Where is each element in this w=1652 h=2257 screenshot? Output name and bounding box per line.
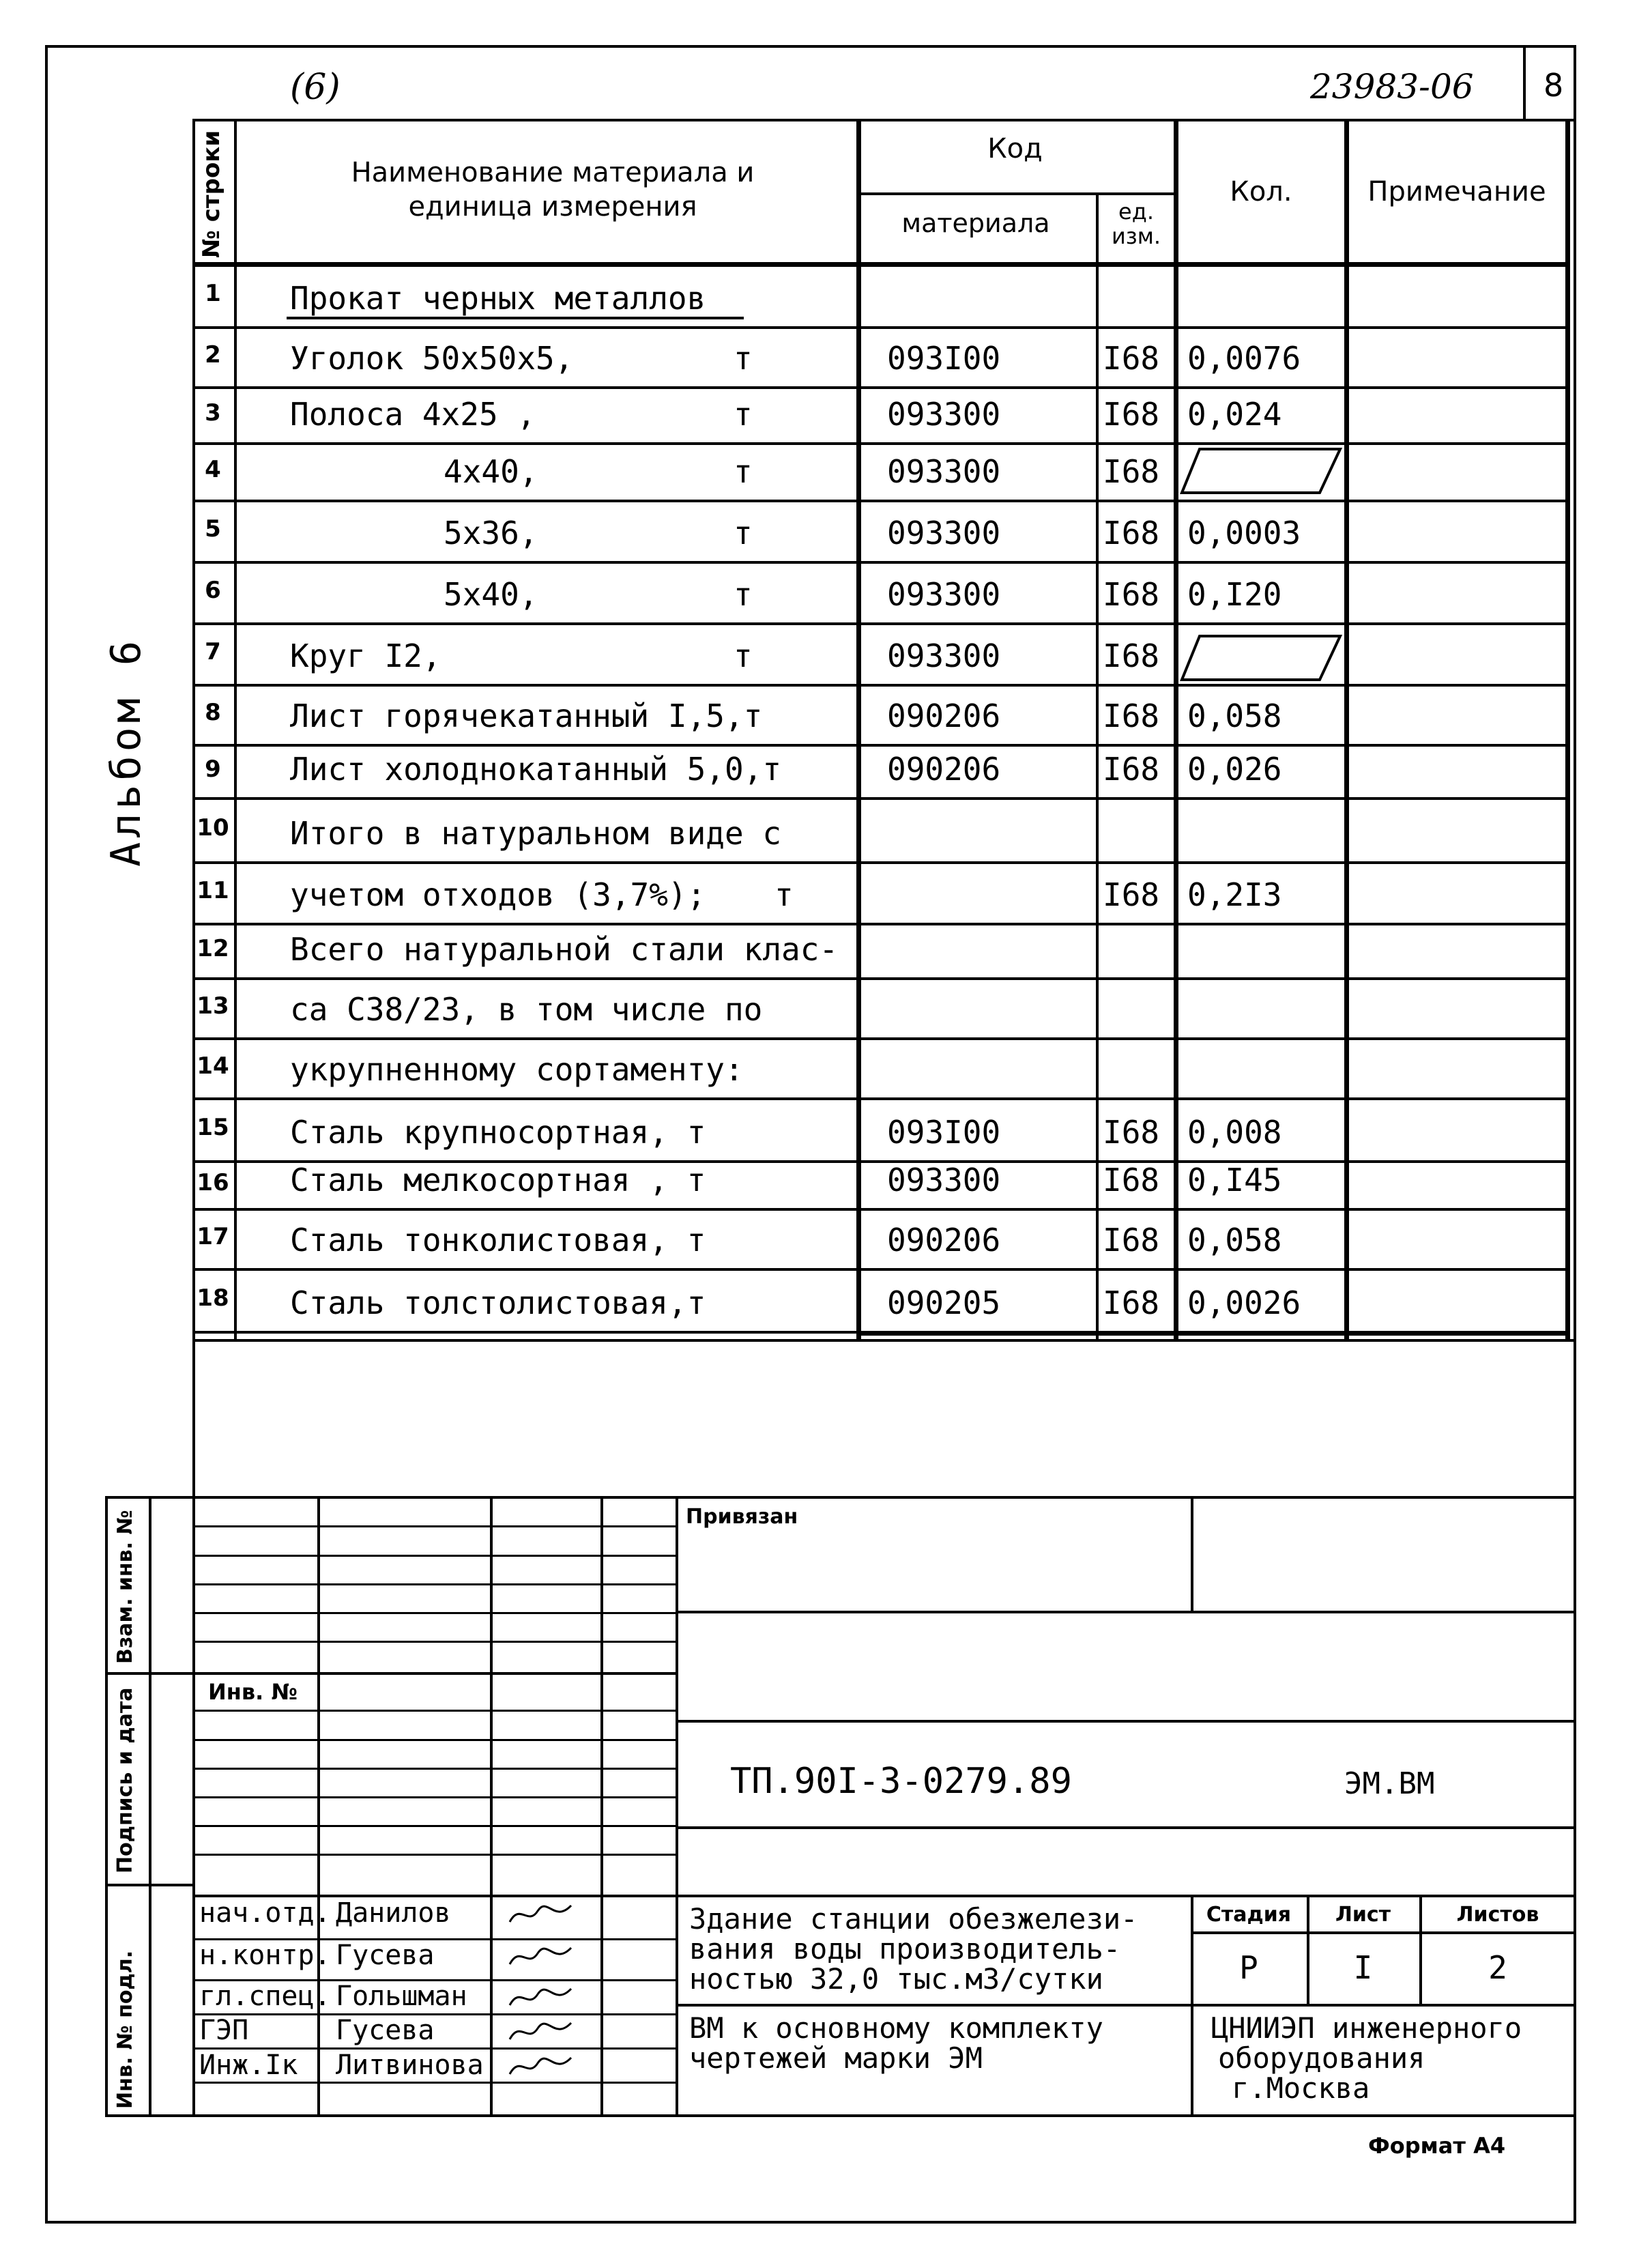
row-divider [192,561,1569,564]
row-number: 2 [205,341,221,369]
row-material-name: Полоса 4х25 , [290,396,536,433]
drawing-subtitle-line: чертежей марки ЭМ [689,2041,983,2075]
header-row-no: № строки [198,130,225,258]
row-unit: т [774,876,794,913]
row-number: 1 [205,280,221,307]
row-unit: т [734,637,753,674]
row-unit-code: I68 [1103,515,1160,551]
header-qty: Кол. [1230,176,1292,207]
row-material-code: 093I00 [887,340,1001,377]
format-label: Формат А4 [1368,2133,1506,2159]
row-unit-code: I68 [1103,637,1160,674]
row-divider [192,1037,1569,1040]
row-underline [287,317,744,319]
sheets-label: Листов [1456,1903,1539,1927]
row-material-code: 090206 [887,751,1001,788]
signer-role: гл.спец. [199,1981,331,2012]
header-code-unit: ед. изм. [1111,199,1161,249]
row-divider [192,684,1569,687]
row-quantity: 0,026 [1187,751,1282,788]
signature-mark [506,2051,575,2082]
row-material-name: Сталь толстолистовая,т [290,1284,706,1321]
signer-role: нач.отд. [199,1897,331,1929]
organization-line: г.Москва [1232,2071,1370,2105]
row-divider [192,1268,1569,1271]
row-divider [192,977,1569,980]
stamp-label-replace: Взам. инв. № [113,1510,137,1664]
stage-label: Стадия [1206,1903,1292,1927]
row-material-code: 090205 [887,1284,1001,1321]
organization-line: оборудования [1218,2041,1425,2075]
row-material-code: 090206 [887,698,1001,734]
signer-role: Инж.Iк [199,2050,298,2081]
row-material-code: 093300 [887,576,1001,613]
row-material-name: Сталь тонколистовая, т [290,1222,706,1259]
signer-name: Гольшман [336,1981,467,2012]
album-label: Альбом 6 [102,637,150,867]
page-number: 8 [1544,67,1564,104]
row-material-name: са С38/23, в том числе по [290,991,763,1028]
row-unit: т [734,576,753,613]
row-divider [192,923,1569,925]
row-number: 7 [205,638,221,665]
signature-mark [506,1982,575,2013]
signer-name: Гусева [336,1940,435,1971]
row-quantity: 0,2I3 [1187,876,1282,913]
row-material-name: Уголок 50х50х5, [290,340,574,377]
row-number: 14 [197,1052,229,1080]
row-quantity: 0,024 [1187,396,1282,433]
row-quantity: 0,058 [1187,698,1282,734]
header-code: Код [987,133,1043,164]
sheet-value: I [1353,1949,1373,1986]
signer-role: ГЭП [199,2015,249,2046]
signature-mark [506,2016,575,2047]
privyazan-label: Привязан [686,1505,798,1529]
doc-mark: ЭМ.ВМ [1344,1766,1435,1801]
row-divider [192,442,1569,445]
row-material-name: Круг I2, [290,637,441,674]
row-divider [192,622,1569,625]
row-unit: т [734,396,753,433]
row-unit-code: I68 [1103,340,1160,377]
row-divider [192,861,1569,864]
row-quantity: 0,I20 [1187,576,1282,613]
row-divider [192,1097,1569,1100]
row-material-code: 090206 [887,1222,1001,1259]
drawing-title-line: вания воды производитель- [689,1932,1121,1966]
row-divider [192,744,1569,747]
row-number: 4 [205,456,221,483]
sheet-label: Лист [1335,1903,1391,1927]
drawing-title-line: Здание станции обезжелези- [689,1902,1138,1936]
row-material-name: Итого в натуральном виде с [290,815,782,852]
signer-name: Данилов [336,1897,451,1929]
dash-box-row-7 [1179,632,1343,684]
document-code-handwritten: 23983-06 [1310,67,1474,106]
row-material-name: Всего натуральной стали клас- [290,931,839,968]
row-material-name: Лист холоднокатанный 5,0,т [290,751,782,788]
row-number: 13 [197,992,229,1020]
row-number: 17 [197,1223,229,1250]
signer-name: Литвинова [336,2050,484,2081]
header-name: Наименование материала и единица измерения [351,157,755,222]
row-divider [192,1331,1569,1334]
row-material-name: Сталь мелкосортная , т [290,1162,706,1198]
row-material-code: 093300 [887,396,1001,433]
sheets-value: 2 [1488,1949,1507,1986]
sheet-mark: (6) [290,67,340,108]
row-divider [192,797,1569,800]
row-unit-code: I68 [1103,453,1160,490]
row-number: 11 [197,877,229,904]
row-unit: т [734,453,753,490]
row-material-name: 4х40, [444,453,538,490]
row-material-name: Сталь крупносортная, т [290,1114,706,1151]
row-number: 9 [205,756,221,783]
row-unit: т [734,515,753,551]
row-material-code: 093300 [887,637,1001,674]
row-divider [192,326,1569,329]
row-unit-code: I68 [1103,1222,1160,1259]
row-number: 6 [205,577,221,604]
row-unit-code: I68 [1103,576,1160,613]
row-divider [192,500,1569,502]
row-unit-code: I68 [1103,1284,1160,1321]
row-unit-code: I68 [1103,876,1160,913]
row-material-name: укрупненному сортаменту: [290,1051,744,1088]
organization [1211,2013,1522,2103]
row-material-name: 5х36, [444,515,538,551]
stage-value: Р [1239,1949,1258,1986]
header-code-material: материала [901,208,1050,238]
drawing-subtitle-line: ВМ к основному комплекту [689,2011,1103,2045]
row-quantity: 0,008 [1187,1114,1282,1151]
row-material-code: 093300 [887,453,1001,490]
stamp-label-inv-orig: Инв. № подл. [113,1950,137,2109]
row-unit-code: I68 [1103,698,1160,734]
signature-mark [506,1899,575,1930]
drawing-subtitle [689,2013,1103,2073]
row-number: 12 [197,935,229,962]
row-number: 3 [205,399,221,427]
row-quantity: 0,058 [1187,1222,1282,1259]
drawing-title [689,1904,1137,1994]
row-material-name: Лист горячекатанный I,5,т [290,698,763,734]
row-material-name: Прокат черных металлов [290,280,706,317]
row-number: 5 [205,515,221,543]
row-unit-code: I68 [1103,1162,1160,1198]
row-unit: т [734,340,753,377]
dash-box-row-4 [1179,445,1343,497]
row-number: 8 [205,699,221,726]
signature-mark [506,1941,575,1972]
row-material-name: учетом отходов (3,7%); [290,876,706,913]
row-quantity: 0,0076 [1187,340,1301,377]
signer-role: н.контр. [199,1940,331,1971]
row-unit-code: I68 [1103,751,1160,788]
doc-code: ТП.90I-3-0279.89 [730,1761,1072,1802]
row-quantity: 0,0026 [1187,1284,1301,1321]
row-divider [192,1208,1569,1211]
drawing-title-line: ностью 32,0 тыс.м3/сутки [689,1962,1103,1996]
row-number: 18 [197,1284,229,1312]
row-unit-code: I68 [1103,396,1160,433]
row-number: 10 [197,814,229,842]
header-note: Примечание [1367,176,1546,207]
row-material-name: 5х40, [444,576,538,613]
row-material-code: 093I00 [887,1114,1001,1151]
row-number: 16 [197,1169,229,1196]
row-quantity: 0,0003 [1187,515,1301,551]
signer-name: Гусева [336,2015,435,2046]
row-unit-code: I68 [1103,1114,1160,1151]
row-material-code: 093300 [887,515,1001,551]
organization-line: ЦНИИЭП инженерного [1211,2011,1522,2045]
stamp-label-sign-date: Подпись и дата [113,1687,137,1873]
row-number: 15 [197,1114,229,1141]
row-quantity: 0,I45 [1187,1162,1282,1198]
row-divider [192,386,1569,389]
row-material-code: 093300 [887,1162,1001,1198]
inv-no-label: Инв. № [208,1679,298,1705]
